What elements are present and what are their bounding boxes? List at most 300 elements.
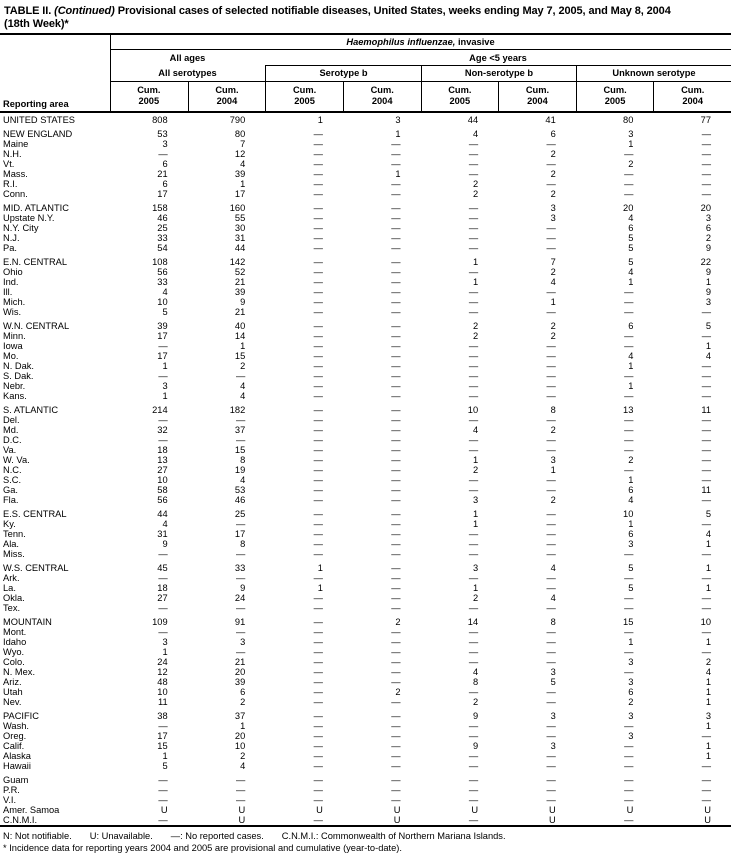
value-cell: — <box>313 371 323 381</box>
reporting-area-cell: Va. <box>3 445 17 455</box>
value-cell: — <box>624 445 634 455</box>
value-cell: — <box>391 139 401 149</box>
value-cell: — <box>468 485 479 495</box>
value-cell: 1 <box>705 741 711 751</box>
value-cell: U <box>704 815 711 825</box>
value-cell: — <box>313 381 323 391</box>
value-cell: 2 <box>550 169 556 179</box>
value-cell: — <box>624 795 634 805</box>
value-cell: 58 <box>157 485 168 495</box>
reporting-area-cell: Minn. <box>3 331 26 341</box>
value-cell: 17 <box>234 189 246 199</box>
value-cell: 54 <box>157 243 168 253</box>
value-cell: U <box>471 805 479 815</box>
reporting-area-cell: Nebr. <box>3 381 26 391</box>
table-row <box>0 741 731 751</box>
value-cell: 3 <box>162 637 168 647</box>
value-cell: — <box>468 539 479 549</box>
value-cell: — <box>313 351 323 361</box>
value-cell: — <box>235 415 246 425</box>
value-cell: 5 <box>628 257 634 267</box>
value-cell: 19 <box>234 465 246 475</box>
table-row <box>0 637 731 647</box>
table-row <box>0 381 731 391</box>
reporting-area-cell: Ga. <box>3 485 18 495</box>
value-cell: 10 <box>623 509 634 519</box>
value-cell: — <box>313 331 323 341</box>
value-cell: 160 <box>229 203 246 213</box>
value-cell: — <box>391 741 401 751</box>
value-cell: — <box>546 391 556 401</box>
value-cell: 3 <box>628 677 634 687</box>
value-cell: 3 <box>550 667 556 677</box>
value-cell: 5 <box>550 677 556 687</box>
reporting-area-cell: Mich. <box>3 297 26 307</box>
value-cell: 13 <box>623 405 634 415</box>
value-cell: — <box>313 815 323 825</box>
reporting-area-cell: UNITED STATES <box>3 115 75 125</box>
value-cell: 10 <box>700 617 711 627</box>
group-header-age-under5: Age <5 years <box>265 50 731 66</box>
value-cell: 25 <box>234 509 246 519</box>
value-cell: — <box>624 391 634 401</box>
value-cell: — <box>313 573 323 583</box>
value-cell: — <box>313 529 323 539</box>
value-cell: — <box>546 287 556 297</box>
value-cell: — <box>701 371 711 381</box>
table-row <box>0 425 731 435</box>
value-cell: — <box>701 627 711 637</box>
table-title <box>4 5 671 31</box>
table-row <box>0 341 731 351</box>
value-cell: 3 <box>705 711 711 721</box>
table-row <box>0 697 731 707</box>
value-cell: — <box>468 233 479 243</box>
table-row <box>0 465 731 475</box>
table-row <box>0 371 731 381</box>
value-cell: 1 <box>628 637 634 647</box>
value-cell: 2 <box>395 687 401 697</box>
value-cell: — <box>546 751 556 761</box>
value-cell: — <box>468 307 479 317</box>
value-cell: 39 <box>157 321 168 331</box>
reporting-area-cell: Pa. <box>3 243 17 253</box>
value-cell: 1 <box>705 341 711 351</box>
value-cell: — <box>158 815 168 825</box>
value-cell: — <box>701 169 711 179</box>
value-cell: 2 <box>472 593 479 603</box>
value-cell: — <box>546 475 556 485</box>
value-cell: — <box>313 627 323 637</box>
value-cell: 808 <box>152 115 168 125</box>
value-cell: 3 <box>705 213 711 223</box>
value-cell: — <box>313 257 323 267</box>
value-cell: 2 <box>550 495 556 505</box>
value-cell: — <box>391 627 401 637</box>
table-row <box>0 129 731 139</box>
value-cell: — <box>235 775 246 785</box>
value-cell: — <box>546 233 556 243</box>
table-row <box>0 455 731 465</box>
value-cell: — <box>313 455 323 465</box>
value-cell: 8 <box>472 677 479 687</box>
value-cell: — <box>701 189 711 199</box>
table-row <box>0 795 731 805</box>
value-cell: — <box>391 721 401 731</box>
reporting-area-cell: PACIFIC <box>3 711 39 721</box>
value-cell: 1 <box>628 139 634 149</box>
value-cell: 214 <box>152 405 168 415</box>
value-cell: 77 <box>700 115 711 125</box>
value-cell: 17 <box>157 189 168 199</box>
value-cell: — <box>701 361 711 371</box>
value-cell: — <box>391 697 401 707</box>
value-cell: — <box>158 775 168 785</box>
value-cell: — <box>235 627 246 637</box>
value-cell: 15 <box>234 445 246 455</box>
value-cell: — <box>468 445 479 455</box>
value-cell: 4 <box>628 351 634 361</box>
value-cell: — <box>624 667 634 677</box>
reporting-area-cell: Conn. <box>3 189 28 199</box>
value-cell: 20 <box>623 203 634 213</box>
value-cell: — <box>468 223 479 233</box>
value-cell: — <box>391 405 401 415</box>
table-row <box>0 391 731 401</box>
value-cell: — <box>546 627 556 637</box>
value-cell: 4 <box>240 475 246 485</box>
reporting-area-cell: Wash. <box>3 721 30 731</box>
footnote-legend <box>3 831 506 841</box>
reporting-area-cell: Oreg. <box>3 731 27 741</box>
reporting-area-cell: N. Mex. <box>3 667 36 677</box>
value-cell: 11 <box>157 697 168 707</box>
value-cell: — <box>468 721 479 731</box>
value-cell: — <box>391 287 401 297</box>
value-cell: 45 <box>157 563 168 573</box>
value-cell: 3 <box>628 731 634 741</box>
value-cell: — <box>391 603 401 613</box>
table-row <box>0 331 731 341</box>
value-cell: 3 <box>550 213 556 223</box>
table-row <box>0 287 731 297</box>
value-cell: — <box>313 391 323 401</box>
value-cell: 10 <box>157 475 168 485</box>
column-header: Cum. 2004 <box>498 82 576 111</box>
value-cell: 4 <box>240 761 246 771</box>
value-cell: — <box>468 731 479 741</box>
value-cell: 41 <box>545 115 556 125</box>
value-cell: 4 <box>705 667 711 677</box>
column-header: Cum. 2004 <box>188 82 266 111</box>
value-cell: — <box>391 149 401 159</box>
value-cell: — <box>701 415 711 425</box>
table-row <box>0 563 731 573</box>
value-cell: — <box>313 321 323 331</box>
value-cell: — <box>391 391 401 401</box>
reporting-area-cell: Alaska <box>3 751 31 761</box>
value-cell: U <box>160 805 168 815</box>
value-cell: 2 <box>628 159 634 169</box>
reporting-area-cell: S. Dak. <box>3 371 34 381</box>
reporting-area-cell: Del. <box>3 415 20 425</box>
value-cell: — <box>158 785 168 795</box>
value-cell: — <box>468 637 479 647</box>
legend-no-reported-cases: —: No reported cases. <box>170 831 264 841</box>
value-cell: — <box>546 519 556 529</box>
table-row <box>0 149 731 159</box>
value-cell: 4 <box>705 351 711 361</box>
value-cell: — <box>391 593 401 603</box>
value-cell: 48 <box>157 677 168 687</box>
reporting-area-cell: Ariz. <box>3 677 22 687</box>
value-cell: 46 <box>157 213 168 223</box>
value-cell: 7 <box>240 139 246 149</box>
value-cell: 1 <box>628 475 634 485</box>
table-row <box>0 267 731 277</box>
value-cell: 14 <box>234 331 246 341</box>
value-cell: — <box>546 549 556 559</box>
table-row <box>0 647 731 657</box>
legend-not-notifiable: N: Not notifiable. <box>3 831 72 841</box>
value-cell: 44 <box>234 243 246 253</box>
value-cell: 27 <box>157 593 168 603</box>
value-cell: — <box>391 425 401 435</box>
value-cell: 20 <box>700 203 711 213</box>
value-cell: — <box>701 593 711 603</box>
value-cell: 17 <box>157 731 168 741</box>
value-cell: 9 <box>705 287 711 297</box>
value-cell: — <box>391 475 401 485</box>
value-cell: 2 <box>240 751 246 761</box>
value-cell: 2 <box>550 321 556 331</box>
value-cell: — <box>391 465 401 475</box>
value-cell: 31 <box>234 233 246 243</box>
value-cell: — <box>546 795 556 805</box>
reporting-area-cell: Mass. <box>3 169 28 179</box>
reporting-area-cell: C.N.M.I. <box>3 815 38 825</box>
value-cell: — <box>624 371 634 381</box>
value-cell: 9 <box>240 583 246 593</box>
value-cell: — <box>313 775 323 785</box>
value-cell: — <box>391 277 401 287</box>
value-cell: — <box>701 455 711 465</box>
column-header: Cum. 2004 <box>653 82 731 111</box>
value-cell: 33 <box>157 277 168 287</box>
table-row <box>0 435 731 445</box>
value-cell: — <box>391 307 401 317</box>
value-cell: — <box>468 351 479 361</box>
table-header <box>0 33 731 113</box>
value-cell: — <box>391 223 401 233</box>
value-cell: 56 <box>157 495 168 505</box>
value-cell: 17 <box>234 529 246 539</box>
value-cell: — <box>624 179 634 189</box>
value-cell: — <box>158 549 168 559</box>
value-cell: — <box>701 785 711 795</box>
value-cell: — <box>468 751 479 761</box>
value-cell: — <box>701 139 711 149</box>
table-row <box>0 687 731 697</box>
value-cell: — <box>391 415 401 425</box>
value-cell: — <box>624 549 634 559</box>
table-row <box>0 495 731 505</box>
value-cell: — <box>468 687 479 697</box>
value-cell: — <box>468 415 479 425</box>
reporting-area-cell: Ark. <box>3 573 20 583</box>
reporting-area-cell: La. <box>3 583 16 593</box>
value-cell: 17 <box>157 331 168 341</box>
value-cell: — <box>701 179 711 189</box>
value-cell: — <box>391 751 401 761</box>
value-cell: 158 <box>152 203 168 213</box>
value-cell: 790 <box>229 115 246 125</box>
table-row <box>0 257 731 267</box>
value-cell: — <box>701 549 711 559</box>
reporting-area-cell: Kans. <box>3 391 27 401</box>
value-cell: — <box>391 677 401 687</box>
table-row <box>0 539 731 549</box>
value-cell: — <box>468 371 479 381</box>
value-cell: 3 <box>628 539 634 549</box>
value-cell: 2 <box>240 697 246 707</box>
value-cell: 11 <box>701 485 711 495</box>
value-cell: 2 <box>240 361 246 371</box>
value-cell: — <box>313 159 323 169</box>
reporting-area-cell: Mo. <box>3 351 19 361</box>
value-cell: — <box>158 573 168 583</box>
value-cell: 2 <box>628 697 634 707</box>
value-cell: — <box>546 721 556 731</box>
reporting-area-cell: R.I. <box>3 179 18 189</box>
value-cell: 6 <box>162 179 168 189</box>
value-cell: 4 <box>628 267 634 277</box>
value-cell: 2 <box>705 233 711 243</box>
value-cell: — <box>313 647 323 657</box>
value-cell: — <box>701 731 711 741</box>
value-cell: — <box>391 495 401 505</box>
value-cell: — <box>468 341 479 351</box>
value-cell: — <box>468 475 479 485</box>
value-cell: — <box>546 697 556 707</box>
group-header-all-ages: All ages <box>169 53 206 63</box>
value-cell: 5 <box>705 509 711 519</box>
value-cell: 9 <box>162 539 168 549</box>
value-cell: — <box>546 785 556 795</box>
value-cell: 18 <box>157 583 168 593</box>
value-cell: — <box>624 761 634 771</box>
value-cell: 13 <box>157 455 168 465</box>
column-header: Cum. 2005 <box>421 82 499 111</box>
value-cell: — <box>391 435 401 445</box>
value-cell: — <box>313 687 323 697</box>
reporting-area-cell: W.N. CENTRAL <box>3 321 70 331</box>
value-cell: 3 <box>395 115 401 125</box>
reporting-area-cell: Okla. <box>3 593 25 603</box>
value-cell: 5 <box>162 307 168 317</box>
value-cell: — <box>235 549 246 559</box>
reporting-area-cell: Tenn. <box>3 529 26 539</box>
subgroup-header-unknown-serotype: Unknown serotype <box>576 66 731 82</box>
value-cell: — <box>701 381 711 391</box>
value-cell: 33 <box>234 563 246 573</box>
value-cell: 6 <box>162 159 168 169</box>
value-cell: — <box>701 391 711 401</box>
value-cell: 6 <box>550 129 556 139</box>
value-cell: 15 <box>234 351 246 361</box>
legend-cnmi: C.N.M.I.: Commonwealth of Northern Mariana Islands. <box>281 831 506 841</box>
value-cell: — <box>313 129 323 139</box>
table-row <box>0 805 731 815</box>
value-cell: — <box>313 425 323 435</box>
table-row <box>0 657 731 667</box>
value-cell: — <box>391 539 401 549</box>
value-cell: — <box>391 445 401 455</box>
value-cell: — <box>391 519 401 529</box>
value-cell: — <box>313 539 323 549</box>
table-row <box>0 529 731 539</box>
value-cell: U <box>549 805 556 815</box>
value-cell: — <box>546 637 556 647</box>
value-cell: — <box>546 529 556 539</box>
reporting-area-cell: Ind. <box>3 277 19 287</box>
reporting-area-cell: W. Va. <box>3 455 30 465</box>
reporting-area-cell: NEW ENGLAND <box>3 129 73 139</box>
value-cell: — <box>546 223 556 233</box>
value-cell: — <box>546 761 556 771</box>
value-cell: 39 <box>234 287 246 297</box>
table-row <box>0 189 731 199</box>
value-cell: — <box>235 573 246 583</box>
value-cell: 1 <box>472 509 479 519</box>
value-cell: 2 <box>472 331 479 341</box>
value-cell: 4 <box>628 495 634 505</box>
value-cell: — <box>313 495 323 505</box>
value-cell: — <box>313 637 323 647</box>
value-cell: — <box>235 371 246 381</box>
value-cell: — <box>624 189 634 199</box>
value-cell: U <box>626 805 634 815</box>
value-cell: — <box>313 751 323 761</box>
value-cell: — <box>624 603 634 613</box>
value-cell: 4 <box>472 425 479 435</box>
continued-label: (Continued) <box>54 5 115 17</box>
value-cell: 1 <box>550 297 556 307</box>
value-cell: 27 <box>157 465 168 475</box>
value-cell: — <box>624 573 634 583</box>
value-cell: — <box>546 539 556 549</box>
value-cell: 3 <box>550 203 556 213</box>
value-cell: 1 <box>472 519 479 529</box>
value-cell: — <box>235 647 246 657</box>
reporting-area-cell: Maine <box>3 139 29 149</box>
value-cell: 8 <box>240 539 246 549</box>
value-cell: — <box>701 129 711 139</box>
value-cell: — <box>158 435 168 445</box>
value-cell: 80 <box>234 129 246 139</box>
value-cell: U <box>393 805 401 815</box>
value-cell: — <box>391 583 401 593</box>
value-cell: — <box>391 509 401 519</box>
disease-name-rest: invasive <box>455 37 495 47</box>
value-cell: 6 <box>240 687 246 697</box>
value-cell: 1 <box>317 115 323 125</box>
value-cell: 39 <box>234 677 246 687</box>
table-row <box>0 405 731 415</box>
value-cell: — <box>313 475 323 485</box>
value-cell: — <box>391 189 401 199</box>
value-cell: 18 <box>157 445 168 455</box>
